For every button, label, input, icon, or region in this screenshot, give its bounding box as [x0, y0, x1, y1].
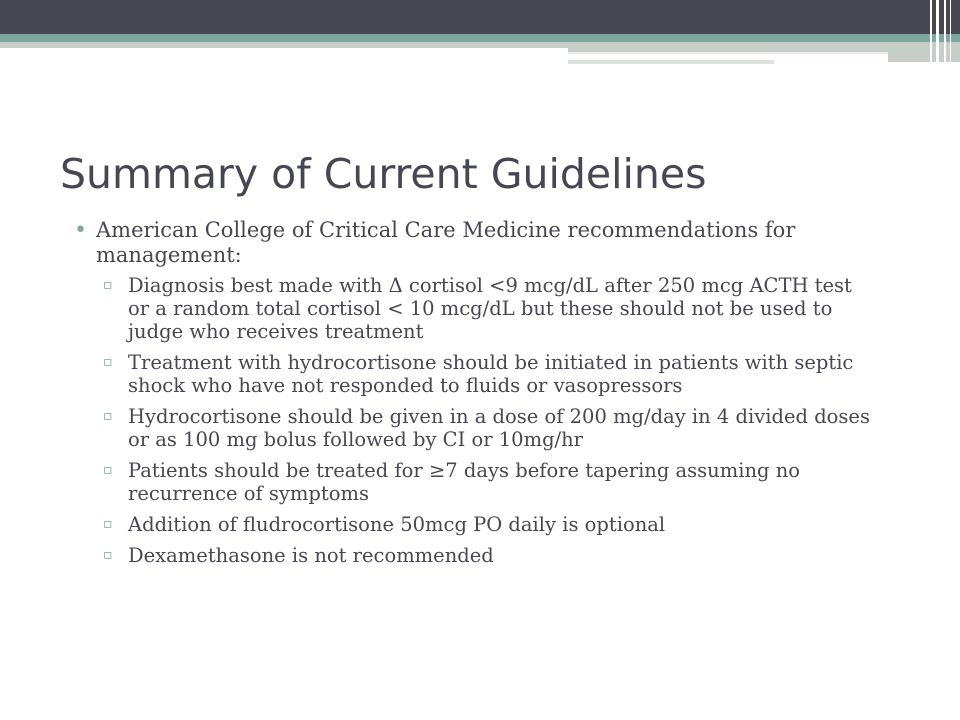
square-bullet-icon: ▫	[103, 354, 113, 370]
header-vertical-stripe	[950, 0, 951, 72]
sub-bullet	[74, 544, 874, 567]
square-bullet-icon: ▫	[103, 408, 113, 424]
square-bullet-icon: ▫	[103, 277, 113, 293]
header-light-line	[568, 52, 888, 54]
slide-content	[74, 218, 874, 575]
sub-bullet-text: Patients should be treated for ≥7 days before tapering assuming no recurrence of symptoms	[128, 459, 801, 505]
square-bullet-icon: ▫	[103, 516, 113, 532]
sub-bullet-text: Treatment with hydrocortisone should be initiated in patients with septic shock who have not responded to fluids or vasopressors	[128, 351, 854, 397]
slide-title: Summary of Current Guidelines	[60, 150, 707, 198]
sub-bullet-list	[74, 274, 874, 567]
header-vertical-stripe	[930, 0, 932, 72]
header-tail-line	[568, 60, 774, 64]
main-bullet-text: American College of Critical Care Medicine recommendations for management:	[96, 218, 796, 267]
header-vertical-stripe	[936, 0, 939, 72]
header-teal-band	[0, 34, 960, 42]
bullet-dot-icon: •	[74, 218, 87, 243]
header-vertical-stripe	[944, 0, 946, 72]
sub-bullet	[74, 351, 874, 397]
sub-bullet	[74, 513, 874, 536]
sub-bullet	[74, 274, 874, 343]
square-bullet-icon: ▫	[103, 547, 113, 563]
header-grey-band	[0, 42, 568, 48]
sub-bullet-text: Addition of fludrocortisone 50mcg PO daily is optional	[128, 513, 666, 536]
header-dark-band	[0, 0, 960, 34]
square-bullet-icon: ▫	[103, 462, 113, 478]
sub-bullet-text: Diagnosis best made with Δ cortisol <9 mcg/dL after 250 mcg ACTH test or a random total cortisol < 10 mcg/dL but these should not be used to judge who receives treatment	[128, 274, 852, 343]
sub-bullet	[74, 459, 874, 505]
sub-bullet-text: Hydrocortisone should be given in a dose of 200 mg/day in 4 divided doses or as 100 mg bolus followed by CI or 10mg/hr	[128, 405, 870, 451]
sub-bullet-text: Dexamethasone is not recommended	[128, 544, 494, 567]
main-bullet	[74, 218, 874, 268]
sub-bullet	[74, 405, 874, 451]
